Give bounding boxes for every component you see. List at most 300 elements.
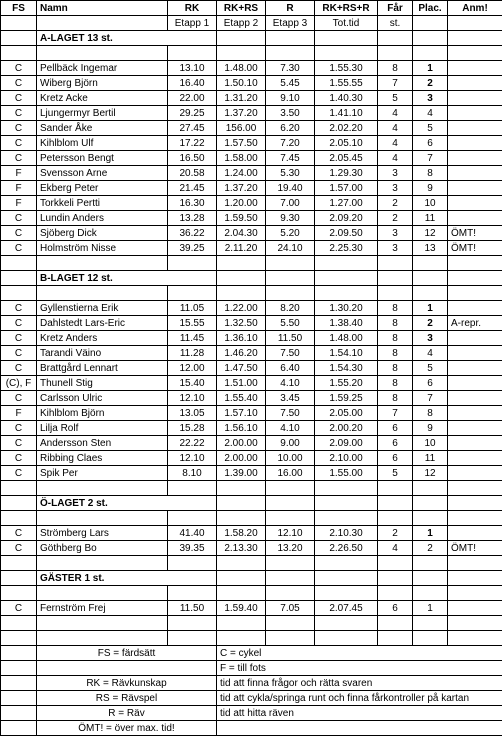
- empty-cell: [266, 571, 315, 586]
- anm-cell: ÖMT!: [448, 241, 502, 256]
- total-cell: 1.40.30: [315, 91, 378, 106]
- rk-cell: 39.35: [168, 541, 217, 556]
- rk-cell: 39.25: [168, 241, 217, 256]
- total-cell: 1.55.00: [315, 466, 378, 481]
- fs-cell: F: [1, 406, 37, 421]
- anm-cell: [448, 421, 502, 436]
- empty-cell: [1, 571, 37, 586]
- fs-cell: C: [1, 451, 37, 466]
- rk-cell: 15.28: [168, 421, 217, 436]
- empty-cell: [413, 556, 448, 571]
- far-cell: 6: [378, 421, 413, 436]
- result-row: [1, 601, 502, 616]
- legend-value: [217, 721, 502, 736]
- group-title: A-LAGET 13 st.: [37, 31, 217, 46]
- plac-cell: 10: [413, 196, 448, 211]
- rkrs-cell: 1.57.50: [217, 136, 266, 151]
- rkrs-cell: 1.46.20: [217, 346, 266, 361]
- r-cell: 5.30: [266, 166, 315, 181]
- empty-cell: [168, 481, 217, 496]
- empty-cell: [217, 571, 266, 586]
- empty-cell: [378, 31, 413, 46]
- plac-cell: 7: [413, 391, 448, 406]
- total-cell: 2.05.10: [315, 136, 378, 151]
- r-cell: 9.00: [266, 436, 315, 451]
- total-cell: 1.27.00: [315, 196, 378, 211]
- rk-cell: 21.45: [168, 181, 217, 196]
- legend-row: [1, 691, 502, 706]
- rkrs-cell: 1.48.00: [217, 61, 266, 76]
- total-cell: 1.55.20: [315, 376, 378, 391]
- total-cell: 2.07.45: [315, 601, 378, 616]
- rkrs-cell: 1.37.20: [217, 106, 266, 121]
- legend-row: [1, 721, 502, 736]
- rkrs-cell: 1.59.50: [217, 211, 266, 226]
- far-cell: 5: [378, 91, 413, 106]
- fs-cell: C: [1, 421, 37, 436]
- empty-cell: [168, 586, 217, 601]
- name-cell: Gyllenstierna Erik: [37, 301, 168, 316]
- empty-cell: [315, 556, 378, 571]
- rk-cell: 15.40: [168, 376, 217, 391]
- fs-cell: F: [1, 166, 37, 181]
- name-cell: Thunell Stig: [37, 376, 168, 391]
- rkrs-cell: 1.20.00: [217, 196, 266, 211]
- far-cell: 3: [378, 226, 413, 241]
- spacer-row: [1, 481, 502, 496]
- total-cell: 1.55.30: [315, 61, 378, 76]
- rk-cell: 16.40: [168, 76, 217, 91]
- rkrs-cell: 156.00: [217, 121, 266, 136]
- empty-cell: [37, 556, 168, 571]
- empty-cell: [168, 616, 217, 631]
- fs-cell: C: [1, 76, 37, 91]
- rk-cell: 16.30: [168, 196, 217, 211]
- name-cell: Kretz Acke: [37, 91, 168, 106]
- anm-cell: [448, 211, 502, 226]
- fs-cell: C: [1, 301, 37, 316]
- rk-cell: 36.22: [168, 226, 217, 241]
- far-cell: 2: [378, 526, 413, 541]
- r-cell: 5.20: [266, 226, 315, 241]
- empty-cell: [1, 46, 37, 61]
- r-cell: 4.10: [266, 376, 315, 391]
- r-cell: 13.20: [266, 541, 315, 556]
- empty-cell: [37, 511, 168, 526]
- rkrs-cell: 1.57.10: [217, 406, 266, 421]
- fs-cell: (C), F: [1, 376, 37, 391]
- rk-cell: 11.05: [168, 301, 217, 316]
- empty-cell: [217, 616, 266, 631]
- empty-cell: [413, 616, 448, 631]
- empty-cell: [217, 496, 266, 511]
- total-cell: 1.41.10: [315, 106, 378, 121]
- total-cell: 2.05.45: [315, 151, 378, 166]
- total-cell: 1.55.55: [315, 76, 378, 91]
- r-cell: 6.40: [266, 361, 315, 376]
- empty-cell: [266, 271, 315, 286]
- empty-cell: [448, 256, 502, 271]
- result-row: [1, 61, 502, 76]
- fs-cell: C: [1, 106, 37, 121]
- legend-row: [1, 706, 502, 721]
- fs-cell: C: [1, 136, 37, 151]
- spacer-row: [1, 556, 502, 571]
- name-cell: Tarandi Väino: [37, 346, 168, 361]
- rkrs-cell: 1.31.20: [217, 91, 266, 106]
- plac-cell: 5: [413, 361, 448, 376]
- plac-cell: 3: [413, 91, 448, 106]
- anm-cell: [448, 166, 502, 181]
- spacer-row: [1, 511, 502, 526]
- empty-cell: [37, 616, 168, 631]
- fs-cell: C: [1, 436, 37, 451]
- anm-cell: [448, 331, 502, 346]
- name-cell: Ribbing Claes: [37, 451, 168, 466]
- empty-cell: [1, 511, 37, 526]
- r-cell: 5.50: [266, 316, 315, 331]
- rk-cell: 8.10: [168, 466, 217, 481]
- anm-cell: [448, 466, 502, 481]
- plac-cell: 13: [413, 241, 448, 256]
- anm-cell: [448, 376, 502, 391]
- name-cell: Holmström Nisse: [37, 241, 168, 256]
- rkrs-cell: 1.59.40: [217, 601, 266, 616]
- empty-cell: [413, 631, 448, 646]
- plac-cell: 6: [413, 136, 448, 151]
- result-row: [1, 391, 502, 406]
- empty-cell: [378, 286, 413, 301]
- empty-cell: [266, 46, 315, 61]
- empty-cell: [1, 556, 37, 571]
- subheader-sub_far: st.: [378, 16, 413, 31]
- result-row: [1, 316, 502, 331]
- fs-cell: C: [1, 151, 37, 166]
- empty-cell: [378, 571, 413, 586]
- fs-cell: F: [1, 196, 37, 211]
- empty-cell: [1, 496, 37, 511]
- far-cell: 8: [378, 376, 413, 391]
- empty-cell: [378, 46, 413, 61]
- fs-cell: C: [1, 211, 37, 226]
- rk-cell: 15.55: [168, 316, 217, 331]
- empty-cell: [1, 586, 37, 601]
- empty-cell: [413, 511, 448, 526]
- far-cell: 3: [378, 181, 413, 196]
- empty-cell: [378, 481, 413, 496]
- empty-cell: [1, 256, 37, 271]
- empty-cell: [413, 481, 448, 496]
- far-cell: 8: [378, 316, 413, 331]
- empty-cell: [37, 631, 168, 646]
- r-cell: 5.45: [266, 76, 315, 91]
- name-cell: Svensson Arne: [37, 166, 168, 181]
- r-cell: 3.45: [266, 391, 315, 406]
- far-cell: 7: [378, 406, 413, 421]
- plac-cell: 5: [413, 121, 448, 136]
- header-row: [1, 1, 502, 16]
- plac-cell: 12: [413, 466, 448, 481]
- empty-cell: [37, 586, 168, 601]
- total-cell: 2.09.00: [315, 436, 378, 451]
- legend-row: [1, 676, 502, 691]
- empty-cell: [266, 631, 315, 646]
- empty-cell: [315, 286, 378, 301]
- far-cell: 6: [378, 451, 413, 466]
- plac-cell: 2: [413, 76, 448, 91]
- empty-cell: [448, 31, 502, 46]
- result-row: [1, 346, 502, 361]
- empty-cell: [315, 46, 378, 61]
- plac-cell: 1: [413, 526, 448, 541]
- anm-cell: [448, 301, 502, 316]
- r-cell: 8.20: [266, 301, 315, 316]
- name-cell: Sander Åke: [37, 121, 168, 136]
- r-cell: 6.20: [266, 121, 315, 136]
- legend-value: tid att cykla/springa runt och finna fårkontroller på kartan: [217, 691, 502, 706]
- empty-cell: [266, 256, 315, 271]
- plac-cell: 1: [413, 601, 448, 616]
- empty-cell: [1, 271, 37, 286]
- fs-cell: C: [1, 391, 37, 406]
- empty-cell: [315, 496, 378, 511]
- name-cell: Fernström Frej: [37, 601, 168, 616]
- anm-cell: [448, 91, 502, 106]
- r-cell: 11.50: [266, 331, 315, 346]
- empty-cell: [448, 511, 502, 526]
- empty-cell: [413, 286, 448, 301]
- plac-cell: 11: [413, 211, 448, 226]
- rk-cell: 17.22: [168, 136, 217, 151]
- rkrs-cell: 1.39.00: [217, 466, 266, 481]
- subheader-sub_rkrs: Etapp 2: [217, 16, 266, 31]
- anm-cell: [448, 76, 502, 91]
- empty-cell: [266, 496, 315, 511]
- empty-cell: [413, 16, 448, 31]
- empty-cell: [1, 676, 37, 691]
- r-cell: 7.05: [266, 601, 315, 616]
- r-cell: 7.30: [266, 61, 315, 76]
- empty-cell: [266, 31, 315, 46]
- total-cell: 1.29.30: [315, 166, 378, 181]
- result-row: [1, 421, 502, 436]
- plac-cell: 11: [413, 451, 448, 466]
- far-cell: 7: [378, 76, 413, 91]
- empty-cell: [378, 511, 413, 526]
- empty-cell: [37, 46, 168, 61]
- spacer-row: [1, 631, 502, 646]
- fs-cell: C: [1, 226, 37, 241]
- rkrs-cell: 1.50.10: [217, 76, 266, 91]
- empty-cell: [217, 256, 266, 271]
- legend-value: F = till fots: [217, 661, 502, 676]
- rkrs-cell: 2.00.00: [217, 436, 266, 451]
- plac-cell: 2: [413, 316, 448, 331]
- rk-cell: 41.40: [168, 526, 217, 541]
- rk-cell: 16.50: [168, 151, 217, 166]
- rkrs-cell: 1.51.00: [217, 376, 266, 391]
- far-cell: 8: [378, 391, 413, 406]
- header-anm: Anm!: [448, 1, 502, 16]
- name-cell: Lilja Rolf: [37, 421, 168, 436]
- rk-cell: 12.10: [168, 451, 217, 466]
- result-row: [1, 526, 502, 541]
- fs-cell: C: [1, 541, 37, 556]
- name-cell: Kretz Anders: [37, 331, 168, 346]
- empty-cell: [1, 646, 37, 661]
- far-cell: 8: [378, 61, 413, 76]
- r-cell: 9.30: [266, 211, 315, 226]
- empty-cell: [1, 481, 37, 496]
- name-cell: Strömberg Lars: [37, 526, 168, 541]
- name-cell: Andersson Sten: [37, 436, 168, 451]
- far-cell: 8: [378, 361, 413, 376]
- spacer-row: [1, 256, 502, 271]
- fs-cell: C: [1, 466, 37, 481]
- anm-cell: ÖMT!: [448, 226, 502, 241]
- empty-cell: [315, 256, 378, 271]
- far-cell: 5: [378, 466, 413, 481]
- header-name: Namn: [37, 1, 168, 16]
- total-cell: 2.26.50: [315, 541, 378, 556]
- legend-key: [37, 661, 217, 676]
- rk-cell: 20.58: [168, 166, 217, 181]
- empty-cell: [168, 256, 217, 271]
- rkrs-cell: 1.22.00: [217, 301, 266, 316]
- far-cell: 4: [378, 121, 413, 136]
- empty-cell: [448, 571, 502, 586]
- group-title-row: [1, 31, 502, 46]
- fs-cell: C: [1, 601, 37, 616]
- rk-cell: 13.28: [168, 211, 217, 226]
- name-cell: Kihlblom Björn: [37, 406, 168, 421]
- far-cell: 6: [378, 436, 413, 451]
- empty-cell: [266, 586, 315, 601]
- empty-cell: [315, 571, 378, 586]
- group-title-row: [1, 571, 502, 586]
- legend-row: [1, 661, 502, 676]
- empty-cell: [315, 616, 378, 631]
- name-cell: Ljungermyr Bertil: [37, 106, 168, 121]
- subheader-sub_total: Tot.tid: [315, 16, 378, 31]
- r-cell: 7.00: [266, 196, 315, 211]
- rkrs-cell: 2.04.30: [217, 226, 266, 241]
- empty-cell: [378, 556, 413, 571]
- empty-cell: [448, 481, 502, 496]
- name-cell: Torkkeli Pertti: [37, 196, 168, 211]
- fs-cell: C: [1, 526, 37, 541]
- group-title-row: [1, 271, 502, 286]
- far-cell: 4: [378, 106, 413, 121]
- result-row: [1, 301, 502, 316]
- plac-cell: 2: [413, 541, 448, 556]
- result-row: [1, 181, 502, 196]
- empty-cell: [413, 31, 448, 46]
- empty-cell: [1, 691, 37, 706]
- result-row: [1, 361, 502, 376]
- total-cell: 2.02.20: [315, 121, 378, 136]
- anm-cell: [448, 436, 502, 451]
- rk-cell: 29.25: [168, 106, 217, 121]
- anm-cell: [448, 451, 502, 466]
- empty-cell: [413, 586, 448, 601]
- result-row: [1, 541, 502, 556]
- anm-cell: [448, 601, 502, 616]
- result-row: [1, 451, 502, 466]
- far-cell: 2: [378, 211, 413, 226]
- empty-cell: [448, 631, 502, 646]
- empty-cell: [413, 496, 448, 511]
- empty-cell: [413, 46, 448, 61]
- rkrs-cell: 1.58.20: [217, 526, 266, 541]
- r-cell: 24.10: [266, 241, 315, 256]
- fs-cell: C: [1, 346, 37, 361]
- empty-cell: [448, 16, 502, 31]
- name-cell: Göthberg Bo: [37, 541, 168, 556]
- r-cell: 19.40: [266, 181, 315, 196]
- rk-cell: 11.28: [168, 346, 217, 361]
- empty-cell: [266, 481, 315, 496]
- plac-cell: 8: [413, 406, 448, 421]
- result-row: [1, 106, 502, 121]
- subheader-row: [1, 16, 502, 31]
- far-cell: 4: [378, 136, 413, 151]
- anm-cell: [448, 391, 502, 406]
- total-cell: 2.09.50: [315, 226, 378, 241]
- name-cell: Wiberg Björn: [37, 76, 168, 91]
- plac-cell: 9: [413, 421, 448, 436]
- header-plac: Plac.: [413, 1, 448, 16]
- total-cell: 1.59.25: [315, 391, 378, 406]
- group-title-row: [1, 496, 502, 511]
- total-cell: 2.05.00: [315, 406, 378, 421]
- name-cell: Carlsson Ulric: [37, 391, 168, 406]
- empty-cell: [378, 631, 413, 646]
- result-row: [1, 406, 502, 421]
- result-row: [1, 151, 502, 166]
- anm-cell: [448, 526, 502, 541]
- fs-cell: C: [1, 91, 37, 106]
- legend-key: FS = färdsätt: [37, 646, 217, 661]
- fs-cell: C: [1, 331, 37, 346]
- empty-cell: [217, 271, 266, 286]
- fs-cell: C: [1, 121, 37, 136]
- result-row: [1, 331, 502, 346]
- rkrs-cell: 2.11.20: [217, 241, 266, 256]
- empty-cell: [448, 586, 502, 601]
- result-row: [1, 166, 502, 181]
- subheader-sub_r: Etapp 3: [266, 16, 315, 31]
- legend-key: RS = Rävspel: [37, 691, 217, 706]
- rkrs-cell: 1.56.10: [217, 421, 266, 436]
- r-cell: 16.00: [266, 466, 315, 481]
- anm-cell: [448, 346, 502, 361]
- result-row: [1, 196, 502, 211]
- plac-cell: 4: [413, 346, 448, 361]
- far-cell: 3: [378, 241, 413, 256]
- anm-cell: [448, 181, 502, 196]
- plac-cell: 8: [413, 166, 448, 181]
- empty-cell: [37, 256, 168, 271]
- empty-cell: [37, 16, 168, 31]
- empty-cell: [1, 616, 37, 631]
- anm-cell: [448, 151, 502, 166]
- plac-cell: 9: [413, 181, 448, 196]
- empty-cell: [315, 511, 378, 526]
- name-cell: Petersson Bengt: [37, 151, 168, 166]
- plac-cell: 1: [413, 61, 448, 76]
- result-row: [1, 226, 502, 241]
